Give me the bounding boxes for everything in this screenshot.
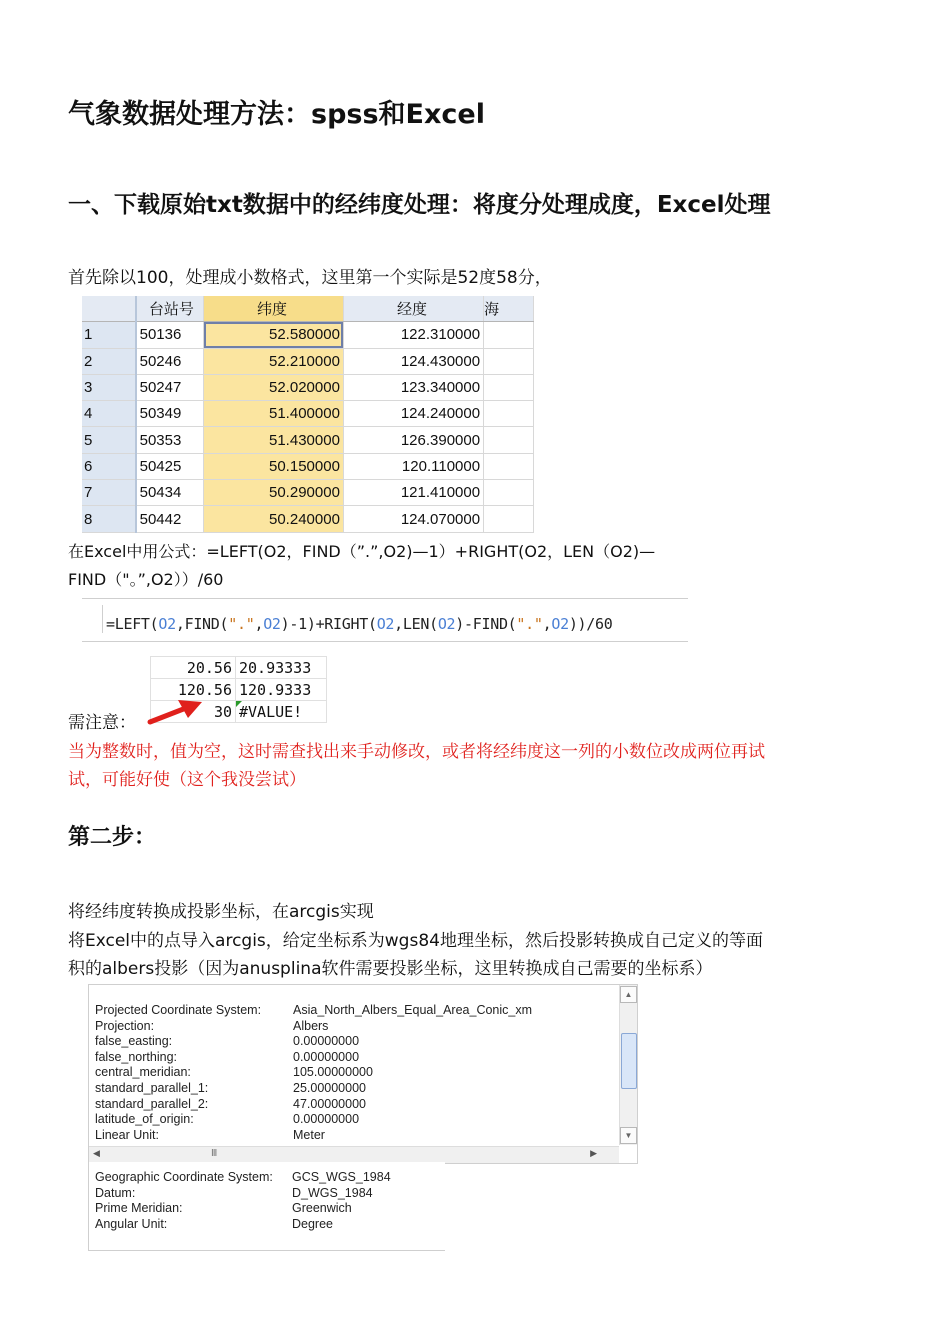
scroll-left-icon[interactable]: ◀ [93, 1148, 100, 1158]
central-meridian-label: central_meridian: [95, 1065, 191, 1080]
step2-line2: 将Excel中的点导入arcgis，给定坐标系为wgs84地理坐标，然后投影转换成自己定义的等面 [68, 931, 763, 951]
table-row [82, 453, 534, 479]
prime-meridian-label: Prime Meridian: [95, 1201, 183, 1215]
table-row [82, 374, 534, 400]
station-cell[interactable]: 50442 [136, 506, 204, 532]
geographic-coordinate-panel [88, 1162, 445, 1251]
latitude-cell[interactable]: 51.430000 [204, 427, 344, 453]
longitude-cell[interactable]: 121.410000 [343, 480, 483, 506]
section1-heading: 一、下载原始txt数据中的经纬度处理：将度分处理成度，Excel处理 [68, 192, 771, 218]
result-cell[interactable]: 120.9333 [236, 679, 327, 701]
station-cell[interactable]: 50353 [136, 427, 204, 453]
section2-heading: 第二步： [68, 825, 157, 850]
result-cell[interactable]: 20.93333 [236, 657, 327, 679]
pcs-label: Projected Coordinate System: [95, 1003, 262, 1017]
angular-unit-value: Degree [292, 1216, 333, 1231]
row-number[interactable]: 6 [82, 453, 136, 479]
datum-label: Datum: [95, 1185, 136, 1200]
error-indicator-icon [236, 701, 242, 707]
formula-text-line2: FIND（"。”,O2））/60 [68, 570, 224, 589]
formula-bar-edge [82, 605, 103, 633]
row-number[interactable]: 3 [82, 374, 136, 400]
longitude-cell[interactable]: 124.070000 [343, 506, 483, 532]
row-number[interactable]: 5 [82, 427, 136, 453]
scroll-up-icon[interactable]: ▲ [620, 986, 637, 1003]
longitude-cell[interactable]: 124.240000 [343, 401, 483, 427]
table-row [82, 348, 534, 374]
column-header-longitude[interactable]: 经度 [343, 296, 483, 322]
station-cell[interactable]: 50136 [136, 322, 204, 348]
note-label: 需注意： [68, 713, 136, 733]
table-row [82, 427, 534, 453]
note-warning-line2: 试，可能好使（这个我没尝试） [68, 770, 306, 790]
horizontal-scrollbar[interactable] [89, 1146, 619, 1163]
latitude-of-origin-label: latitude_of_origin: [95, 1112, 194, 1127]
latitude-cell-selected[interactable]: 52.580000 [204, 322, 344, 348]
intro-text: 首先除以100，处理成小数格式，这里第一个实际是52度58分， [68, 268, 552, 288]
scroll-right-icon[interactable]: ▶ [590, 1148, 597, 1158]
step2-line3: 积的albers投影（因为anusplina软件需要投影坐标，这里转换成自己需要的坐标系） [68, 959, 713, 979]
angular-unit-label: Angular Unit: [95, 1216, 168, 1231]
station-cell[interactable]: 50349 [136, 401, 204, 427]
formula-text-line1: 在Excel中用公式：=LEFT(O2，FIND（”.”,O2)—1）+RIGHT(O2，LEN（O2)— [68, 542, 656, 561]
false-northing-label: false_northing: [95, 1049, 178, 1064]
table-row [151, 657, 327, 679]
standard-parallel-2-value: 47.00000000 [293, 1096, 366, 1111]
red-arrow-icon [146, 698, 206, 726]
elevation-cell[interactable] [484, 427, 534, 453]
linear-unit-label: Linear Unit: [95, 1127, 159, 1142]
datum-value: D_WGS_1984 [292, 1185, 373, 1200]
formula-bar-text[interactable]: =LEFT(O2,FIND(".",O2)-1)+RIGHT(O2,LEN(O2)-FIND(".",O2))/60 [106, 615, 613, 633]
error-cell[interactable]: #VALUE! [236, 701, 327, 723]
latitude-cell[interactable]: 52.020000 [204, 374, 344, 400]
note-warning-line1: 当为整数时，值为空，这时需查找出来手动修改，或者将经纬度这一列的小数位改成两位再试 [68, 742, 765, 762]
station-cell[interactable]: 50247 [136, 374, 204, 400]
column-header-station[interactable]: 台站号 [136, 296, 204, 322]
projection-value: Albers [293, 1018, 329, 1033]
table-row [82, 322, 534, 348]
row-number[interactable]: 2 [82, 348, 136, 374]
row-number[interactable]: 1 [82, 322, 136, 348]
longitude-cell[interactable]: 120.110000 [343, 453, 483, 479]
longitude-cell[interactable]: 122.310000 [343, 322, 483, 348]
elevation-cell[interactable] [484, 480, 534, 506]
latitude-cell[interactable]: 50.290000 [204, 480, 344, 506]
linear-unit-value: Meter [293, 1127, 325, 1142]
elevation-cell[interactable] [484, 322, 534, 348]
longitude-cell[interactable]: 126.390000 [343, 427, 483, 453]
false-northing-value: 0.00000000 [293, 1049, 360, 1064]
value-cell[interactable]: 120.56 [151, 679, 236, 701]
longitude-cell[interactable]: 123.340000 [343, 374, 483, 400]
latitude-of-origin-value: 0.00000000 [293, 1112, 360, 1127]
elevation-cell[interactable] [484, 506, 534, 532]
table-row [82, 506, 534, 532]
elevation-cell[interactable] [484, 374, 534, 400]
latitude-cell[interactable]: 52.210000 [204, 348, 344, 374]
station-cell[interactable]: 50246 [136, 348, 204, 374]
gcs-label: Geographic Coordinate System: [95, 1170, 273, 1184]
projection-label: Projection: [95, 1018, 155, 1033]
central-meridian-value: 105.00000000 [293, 1065, 373, 1080]
standard-parallel-1-label: standard_parallel_1: [95, 1081, 209, 1095]
prime-meridian-value: Greenwich [292, 1201, 352, 1215]
excel-formula-bar[interactable] [82, 598, 688, 642]
standard-parallel-2-label: standard_parallel_2: [95, 1096, 209, 1111]
standard-parallel-1-value: 25.00000000 [293, 1081, 366, 1095]
row-number-header [82, 296, 136, 322]
step2-line1: 将经纬度转换成投影坐标，在arcgis实现 [68, 902, 374, 922]
station-cell[interactable]: 50434 [136, 480, 204, 506]
longitude-cell[interactable]: 124.430000 [343, 348, 483, 374]
latitude-cell[interactable]: 50.240000 [204, 506, 344, 532]
value-cell[interactable]: 20.56 [151, 657, 236, 679]
table-row [82, 401, 534, 427]
spss-data-table [82, 296, 534, 534]
table-header-row [82, 296, 534, 322]
false-easting-label: false_easting: [95, 1034, 173, 1049]
elevation-cell[interactable] [484, 453, 534, 479]
scroll-down-icon[interactable]: ▼ [620, 1127, 637, 1144]
horizontal-thumb-grip[interactable]: III [211, 1148, 217, 1159]
gcs-value: GCS_WGS_1984 [292, 1170, 391, 1184]
false-easting-value: 0.00000000 [293, 1034, 360, 1049]
elevation-cell[interactable] [484, 401, 534, 427]
latitude-cell[interactable]: 50.150000 [204, 453, 344, 479]
row-number[interactable]: 7 [82, 480, 136, 506]
column-header-elevation[interactable]: 海 [484, 296, 534, 322]
table-row [82, 480, 534, 506]
latitude-cell[interactable]: 51.400000 [204, 401, 344, 427]
row-number[interactable]: 8 [82, 506, 136, 532]
row-number[interactable]: 4 [82, 401, 136, 427]
vertical-scrollbar[interactable] [619, 985, 637, 1145]
pcs-value: Asia_North_Albers_Equal_Area_Conic_xm [293, 1003, 533, 1017]
scroll-thumb[interactable] [621, 1033, 637, 1089]
station-cell[interactable]: 50425 [136, 453, 204, 479]
value-cell[interactable]: 30 [151, 701, 236, 723]
page-title: 气象数据处理方法：spss和Excel [68, 99, 485, 130]
column-header-latitude[interactable]: 纬度 [204, 296, 344, 322]
projected-coordinate-panel [88, 984, 638, 1164]
elevation-cell[interactable] [484, 348, 534, 374]
